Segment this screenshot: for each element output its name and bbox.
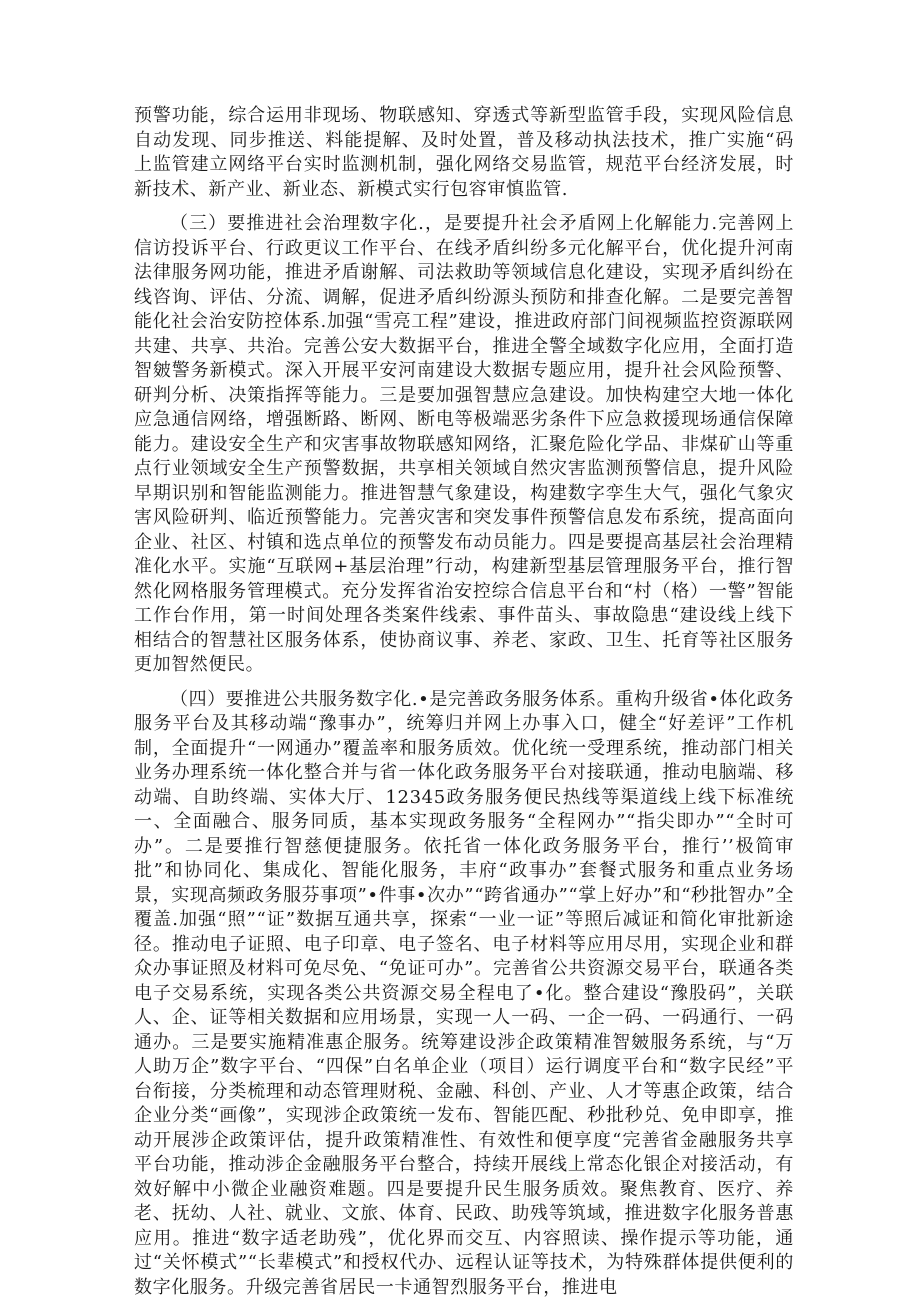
paragraph-social-governance: （三）要推进社会治理数字化.，是要提升社会矛盾网上化解能力.完善网上信访投诉平台、行政更议工作平台、在线矛盾纠纷多元化解平台，优化提升河南法律服务网功能，推进矛盾谢解、司法救助等领域信息化建设，实现矛盾纠纷在线咨询、评估、分流、调解，促进矛盾纠纷源头预防和排查化解。二是要完善智能化社会治安防控体系.加强“雪亮工程”建设，推进政府部门间视频监控资源联网共建、共享、共治。完善公安大数据平台，推进全警全域数字化应用，全面打造智皴警务新模式。深入开展平安河南建设大数据专题应用，提升社会风险预警、研判分析、决策指挥等能力。三是要加强智慧应急建设。加快构建空大地一体化应急通信网络，增强断路、断网、断电等极端恶劣条件下应急救援现场通信保障能力。建设安全生产和灾害事故物联感知网络，汇聚危险化学品、非煤矿山等重点行业领域安全生产预警数据，共享相关领域自然灾害监测预警信息，提升风险早期识别和智能监测能力。推进智慧气象建设，构建数字孪生大气，强化气象灾害风险研判、临近预警能力。完善灾害和突发事件预警信息发布系统，提高面向企业、社区、村镇和选点单位的预警发布动员能力。四是要提高基层社会治理精准化水平。实施“互联网+基层治理”行动，构建新型基层管理服务平台，推行智然化网格服务管理模式。充分发挥省治安控综合信息平台和“村（格）一警”智能工作台作用，第一时间处理各类案件线索、事件苗头、事故隐患“建设线上线下相结合的智慧社区服务体系，使协商议事、养老、家政、卫生、托育等社区服务更加智然便民。	[134, 213, 794, 675]
paragraph-supervision: 预警功能，综合运用非现场、物联感知、穿透式等新型监管手段，实现风险信息自动发现、同步推送、料能提解、及时处置，普及移动执法技术，推广实施“码上监管建立网络平台实时监测机制，强化网络交易监管，规范平台经济发展，时新技术、新产业、新业态、新模式实行包容审慎监管.	[134, 105, 794, 200]
document-body	[134, 104, 794, 1310]
paragraph-public-services: （四）要推进公共服务数字化.•是完善政务服务体系。重构升级省•体化政务服务平台及其移动端“豫事办”，统筹归并网上办事入口，健全“好差评”工作机制，全面提升“一网通办”覆盖率和服务质效。优化统一受理系统，推动部门相关业务办理系统一体化整合并与省一体化政务服务平台对接联通，推动电脑端、移动端、自助终端、实体大厅、12345政务服务便民热线等渠道线上线下标准统一、全面融合、服务同质，基本实现政务服务“全程网办”“指尖即办”“全时可办”。二是要推行智慈便捷服务。依托省一体化政务服务平台，推行’’极简审批”和协同化、集成化、智能化服务，丰府“政事办”套餐式服务和重点业务场景，实现高频政务服芬事项”•件事•次办”“跨省通办”“掌上好办”和“秒批智办”全覆盖.加强“照”“证”数据互通共享，探索“一业一证”等照后减证和简化审批新途径。推动电子证照、电子印章、电子签名、电子材料等应用尽用，实现企业和群众办事证照及材料可免尽免、“免证可办”。完善省公共资源交易平台，联通各类电子交易系统，实现各类公共资源交易全程电了•化。整合建设“豫股码”，关联人、企、证等相关数据和应用场景，实现一人一码、一企一码、一码通行、一码通办。三是要实施精准惠企服务。统筹建设涉企政策精准智皴服务系统，与“万人助万企”数字平台、“四保”白名单企业（项目）运行调度平台和“数字民经”平台衔接，分类梳理和动态管理财税、金融、科创、产业、人才等惠企政策，结合企业分类“画像”，实现涉企政策统一发布、智能匹配、秒批秒兑、免申即享，推动开展涉企政策评估，提升政策精准性、有效性和便享度“完善省金融服务共享平台功能，推动涉企金融服务平台整合，持续开展线上常态化银企对接活动，有效好解中小微企业融资难题。四是要提升民生服务质效。聚焦教育、医疗、养老、抚幼、人社、就业、文旅、体育、民政、助残等筑域，推进数字化服务普惠应用。推进“数字适老助残”，优化界而交互、内容照读、操作提示等功能，通过“关怀模式”“长辈模式”和授权代办、远程认证等技术，为特殊群体提供便利的数字化服务。升级完善省居民一卡通智烈服务平台，推进电	[134, 688, 794, 1298]
